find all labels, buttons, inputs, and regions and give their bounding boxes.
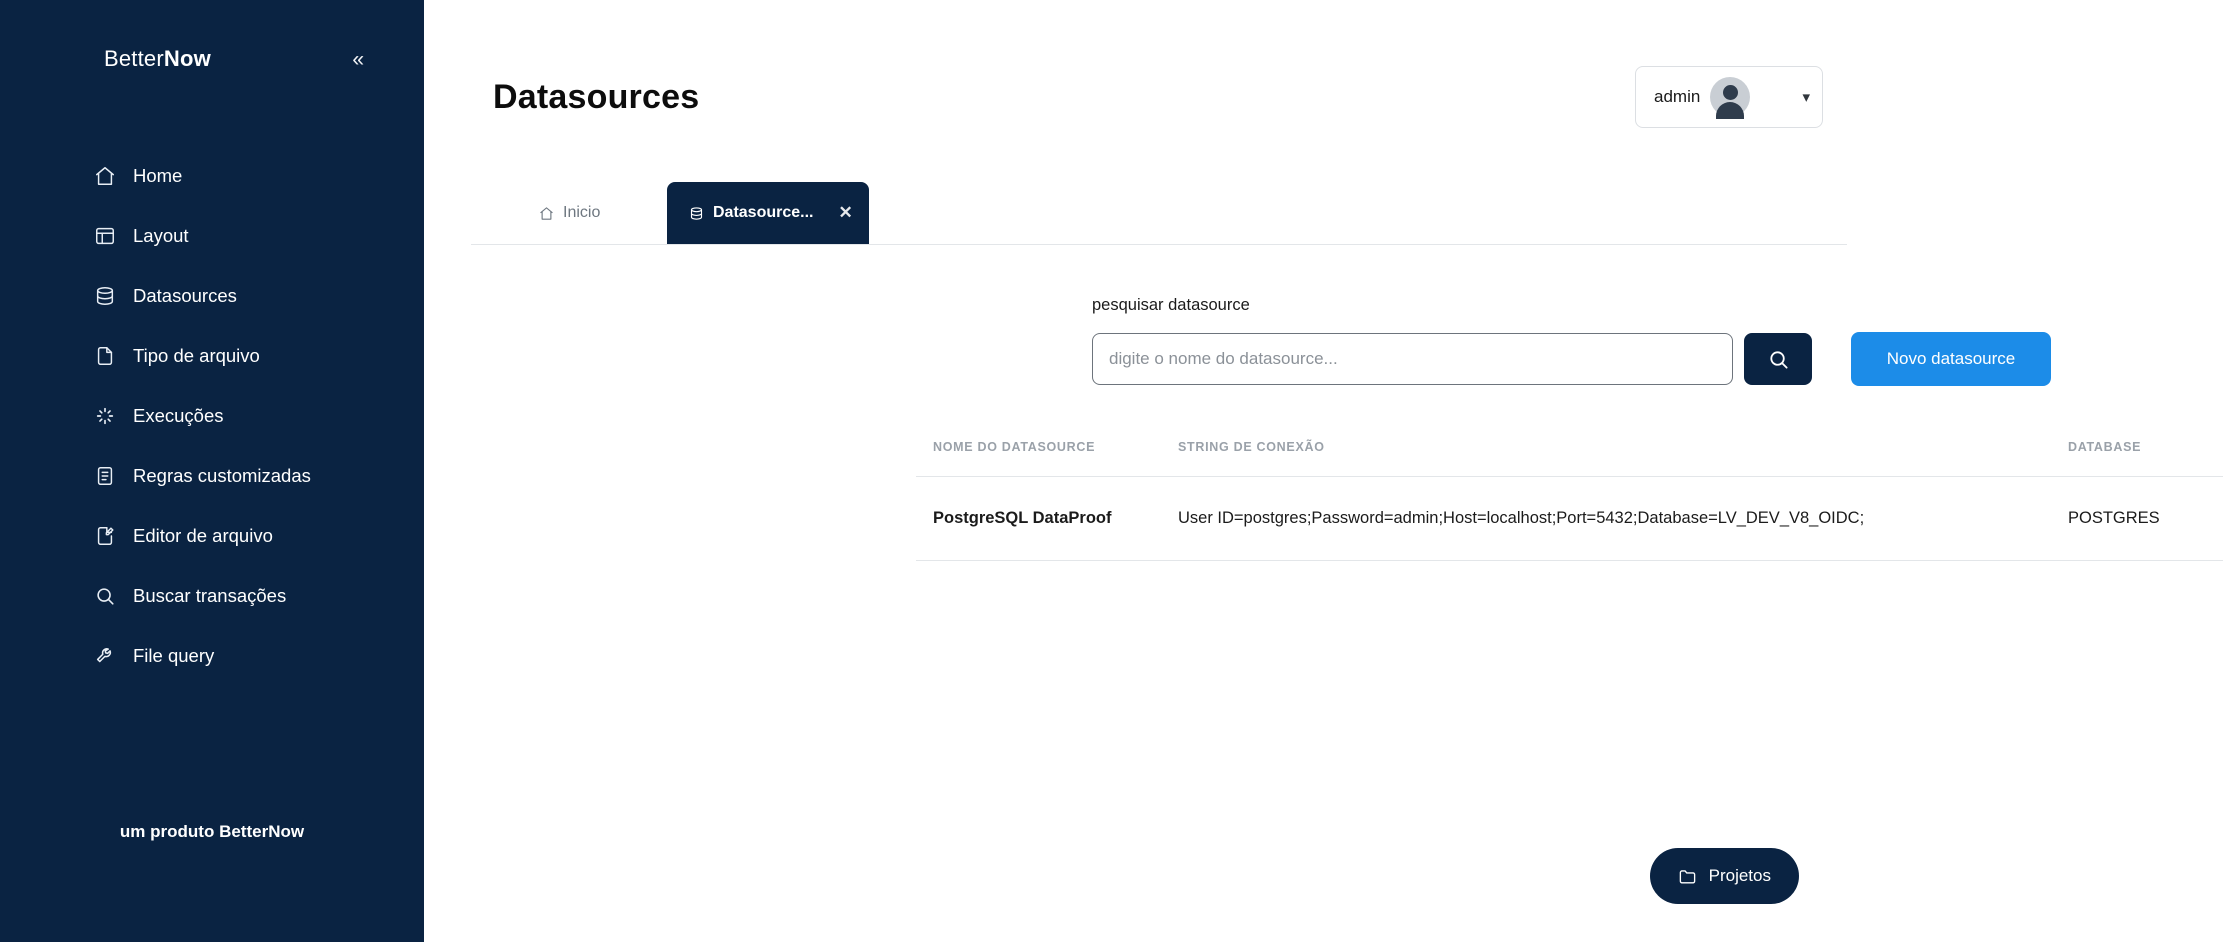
sidebar-item-label: File query	[133, 645, 215, 666]
sidebar-item-execucoes[interactable]	[0, 386, 424, 446]
projects-button[interactable]	[1650, 848, 1799, 904]
wrench-icon	[94, 645, 116, 667]
search-label: pesquisar datasource	[1092, 296, 1250, 314]
cell-database: POSTGRES	[2068, 509, 2160, 527]
sidebar-item-label: Layout	[133, 225, 189, 246]
sidebar-item-datasources[interactable]	[0, 266, 424, 326]
search-button[interactable]	[1744, 333, 1812, 385]
sidebar-item-label: Regras customizadas	[133, 465, 311, 486]
cell-connection-string: User ID=postgres;Password=admin;Host=localhost;Port=5432;Database=LV_DEV_V8_OIDC;	[1178, 509, 1865, 527]
file-icon	[94, 345, 116, 367]
tab-label: Datasource...	[713, 204, 814, 221]
new-datasource-button[interactable]: Novo datasource	[1851, 332, 2051, 386]
cell-datasource-name: PostgreSQL DataProof	[933, 509, 1112, 527]
sidebar-item-file-query[interactable]	[0, 626, 424, 686]
sidebar-item-regras-customizadas[interactable]	[0, 446, 424, 506]
close-icon[interactable]: ✕	[838, 203, 853, 222]
tab-label: Inicio	[563, 204, 601, 221]
column-header-connection: STRING DE CONEXÃO	[1178, 440, 1325, 454]
tab-inicio[interactable]	[517, 182, 622, 244]
column-header-database: DATABASE	[2068, 440, 2142, 454]
sidebar-item-label: Tipo de arquivo	[133, 345, 260, 366]
brand-logo-bold: Now	[163, 46, 211, 71]
sidebar-item-label: Datasources	[133, 285, 237, 306]
account-menu[interactable]	[1635, 66, 1823, 128]
search-input[interactable]	[1092, 333, 1733, 385]
sidebar-item-label: Buscar transações	[133, 585, 287, 606]
sidebar-item-layout[interactable]	[0, 206, 424, 266]
chevron-down-icon[interactable]: ▾	[1802, 89, 1810, 106]
sidebar-item-label: Home	[133, 165, 183, 186]
rules-file-icon	[94, 465, 116, 487]
search-icon	[94, 585, 116, 607]
sidebar	[0, 0, 424, 942]
sidebar-item-home[interactable]	[0, 146, 424, 206]
database-icon	[689, 206, 704, 221]
spinner-icon	[94, 405, 116, 427]
layout-icon	[94, 225, 116, 247]
projects-button-label: Projetos	[1708, 866, 1771, 885]
brand-logo	[104, 46, 211, 72]
search-icon	[1767, 348, 1790, 371]
table-header-row	[916, 440, 2223, 477]
page-title: Datasources	[493, 78, 700, 116]
file-edit-icon	[94, 525, 116, 547]
sidebar-item-buscar-transacoes[interactable]	[0, 566, 424, 626]
avatar	[1710, 77, 1750, 117]
table-row[interactable]	[916, 477, 2223, 561]
account-name: admin	[1654, 87, 1701, 106]
sidebar-item-editor-de-arquivo[interactable]	[0, 506, 424, 566]
sidebar-item-label: Execuções	[133, 405, 224, 426]
main-content	[424, 0, 2160, 942]
sidebar-item-tipo-de-arquivo[interactable]	[0, 326, 424, 386]
brand-logo-light: Better	[104, 46, 164, 71]
chevron-double-left-icon[interactable]: «	[352, 47, 364, 71]
folder-icon	[1678, 867, 1697, 886]
column-header-name: NOME DO DATASOURCE	[933, 440, 1096, 454]
home-icon	[539, 206, 554, 221]
datasources-table	[916, 440, 2223, 561]
sidebar-item-label: Editor de arquivo	[133, 525, 273, 546]
tab-datasources[interactable]	[667, 182, 869, 244]
home-icon	[94, 165, 116, 187]
sidebar-header	[0, 0, 424, 118]
database-icon	[94, 285, 116, 307]
tab-bar	[471, 183, 1847, 245]
sidebar-footer-text: um produto BetterNow	[119, 822, 305, 841]
sidebar-nav	[0, 146, 424, 686]
